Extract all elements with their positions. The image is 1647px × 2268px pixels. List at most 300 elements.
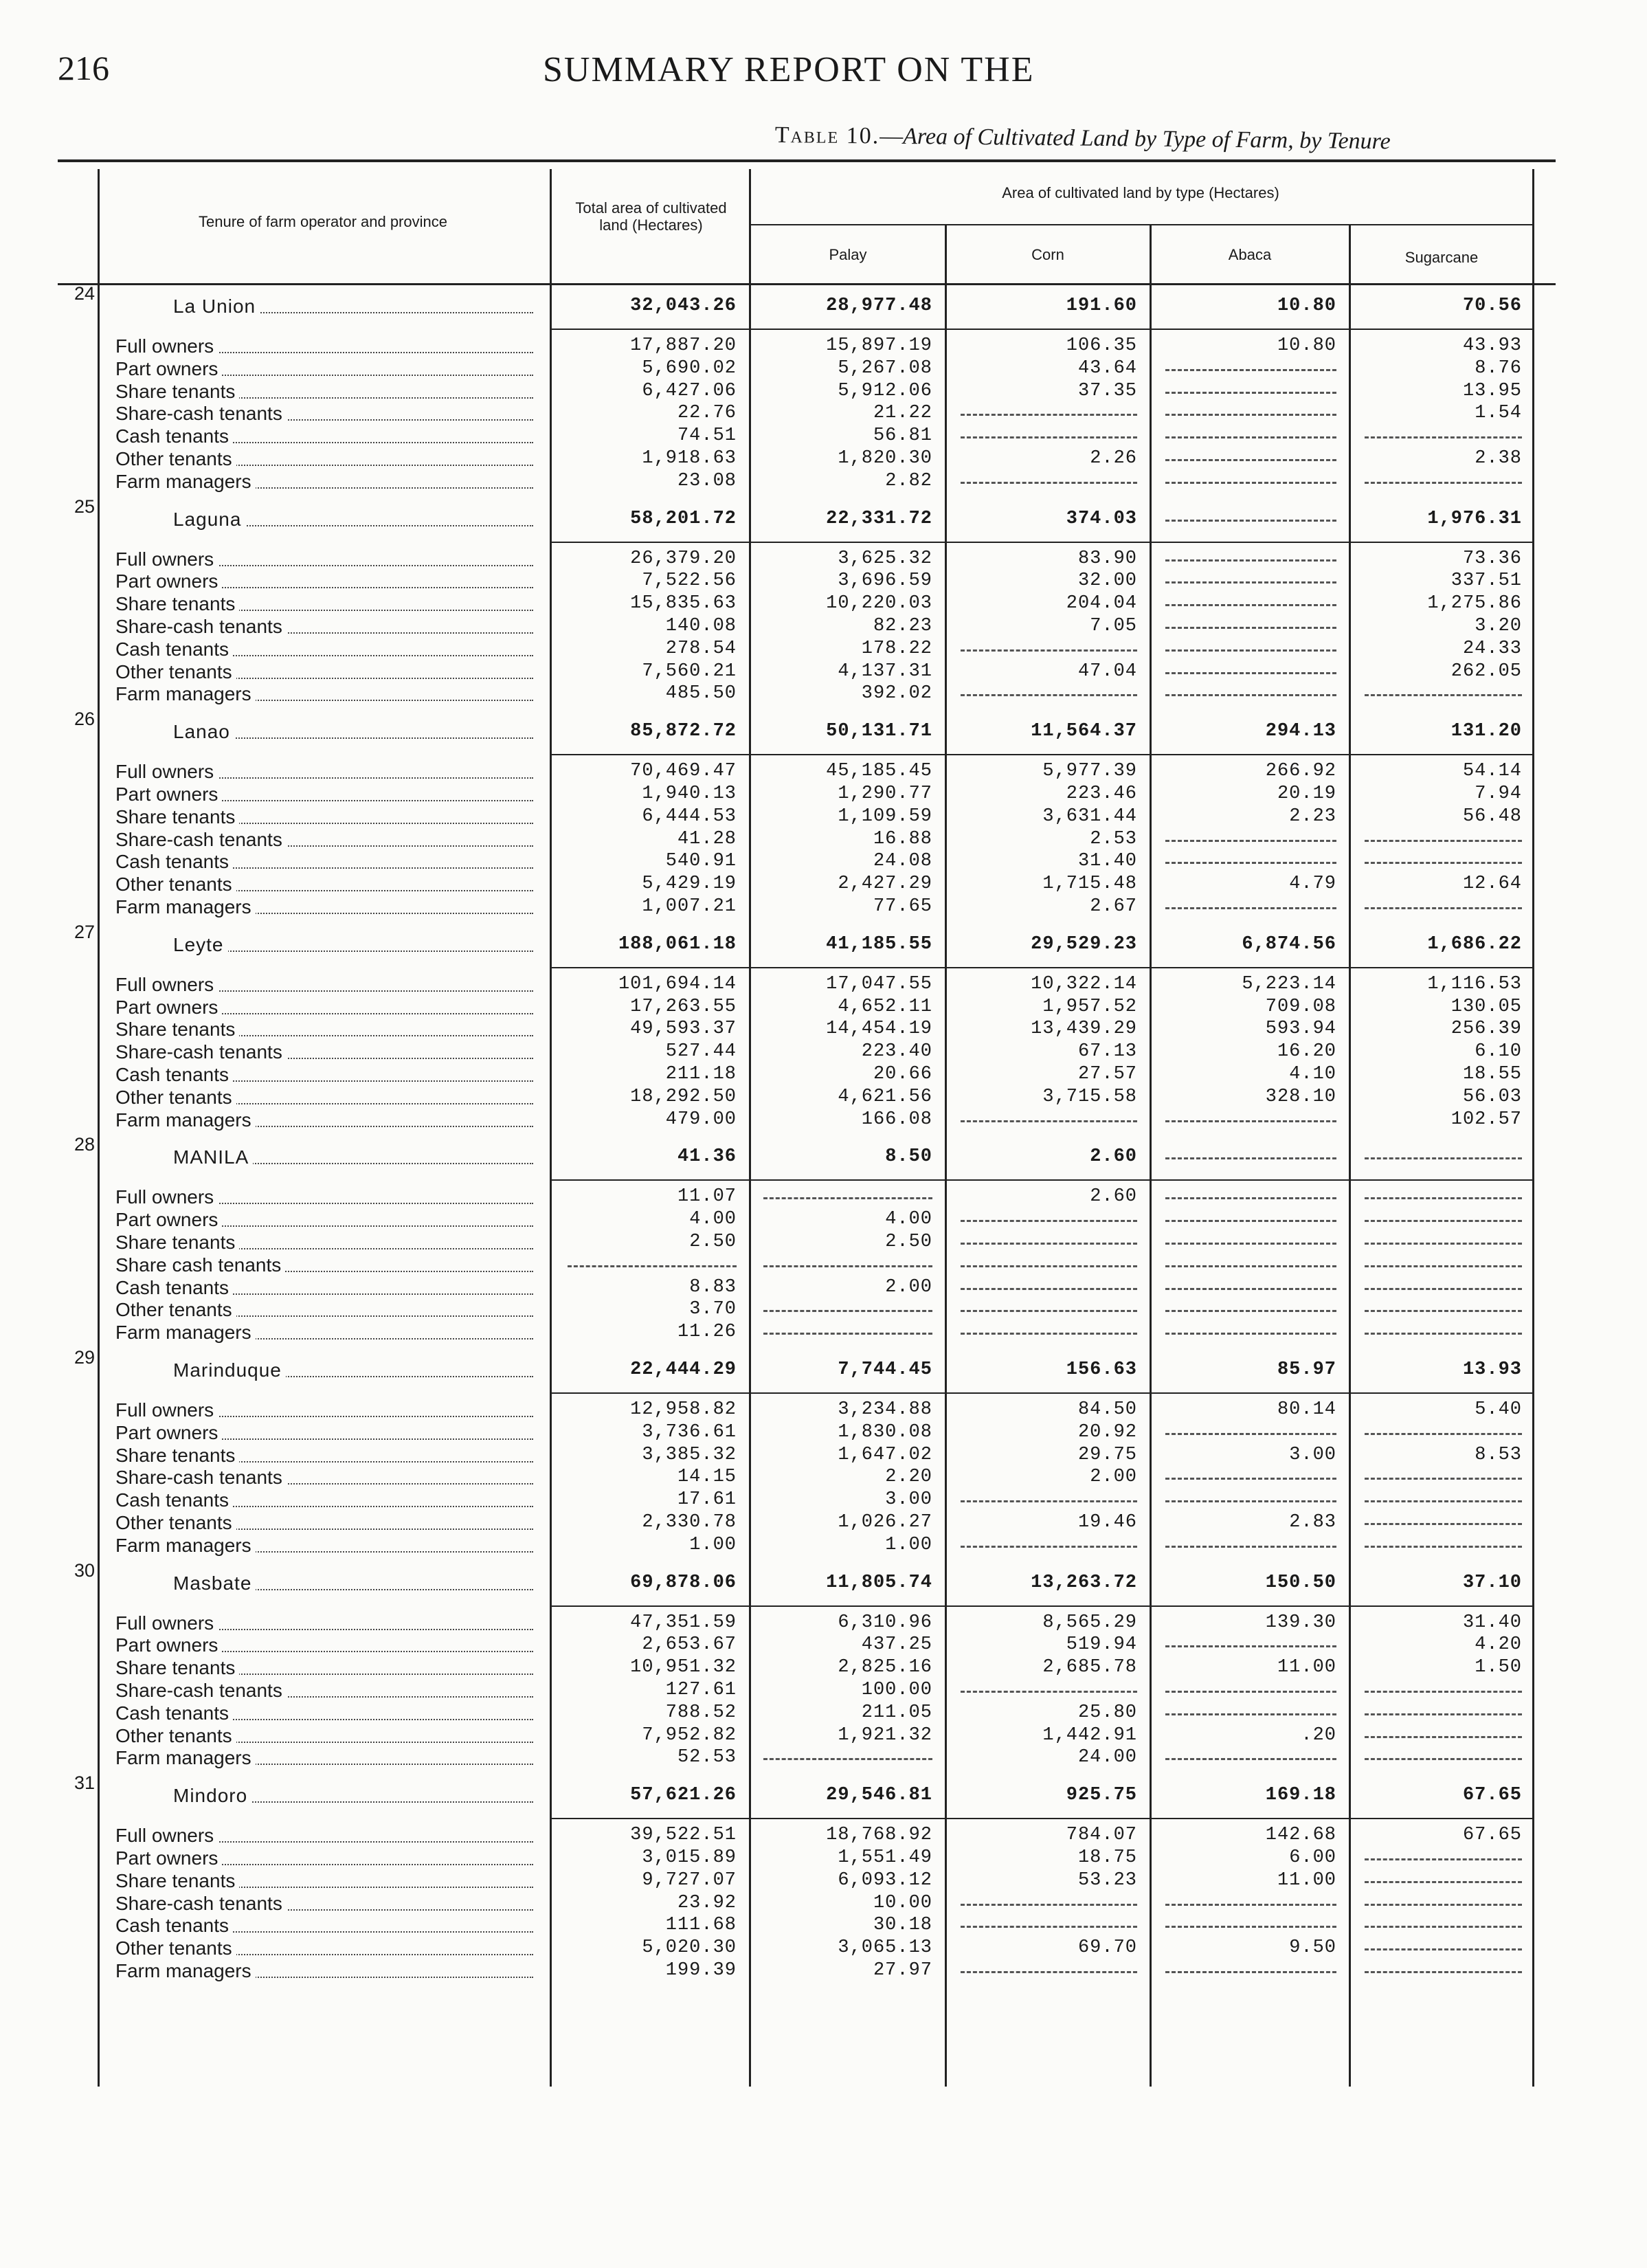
total-value: 23.08 xyxy=(677,470,737,491)
total-value: 127.61 xyxy=(665,1680,737,1700)
corn-value: 47.04 xyxy=(1077,660,1137,682)
sugarcane-value: 13.95 xyxy=(1462,380,1522,401)
tenure-label: Share tenants xyxy=(115,593,540,615)
abaca-empty-dash xyxy=(1165,862,1336,864)
corn-empty-dash xyxy=(961,1971,1137,1973)
province-name: Marinduque xyxy=(173,1359,540,1381)
abaca-value: 2.23 xyxy=(1289,805,1336,827)
abaca-value: 85.97 xyxy=(1277,1359,1336,1380)
total-value: 14.15 xyxy=(677,1467,737,1488)
sugarcane-empty-dash xyxy=(1365,1243,1522,1245)
corn-value: 25.80 xyxy=(1077,1702,1137,1723)
sugarcane-value: 1,976.31 xyxy=(1427,508,1522,529)
total-value: 17.61 xyxy=(677,1489,737,1511)
sugarcane-empty-dash xyxy=(1365,1433,1522,1435)
abaca-empty-dash xyxy=(1165,414,1336,416)
palay-value: 28,977.48 xyxy=(826,296,932,316)
tenure-row xyxy=(0,1254,1647,1276)
province-row xyxy=(0,709,1647,743)
abaca-value: 10.80 xyxy=(1277,335,1336,356)
tenure-row xyxy=(0,997,1647,1019)
row-number: 25 xyxy=(74,496,95,517)
tenure-label: Part owners xyxy=(115,997,540,1019)
sugarcane-empty-dash xyxy=(1365,1478,1522,1480)
sugarcane-value: 337.51 xyxy=(1450,570,1522,592)
province-row xyxy=(0,283,1647,318)
palay-value: 77.65 xyxy=(873,896,932,917)
sugarcane-value: 70.56 xyxy=(1462,296,1522,316)
tenure-row xyxy=(0,1467,1647,1489)
sugarcane-empty-dash xyxy=(1365,1546,1522,1548)
total-value: 15,835.63 xyxy=(630,593,737,614)
abaca-empty-dash xyxy=(1165,1433,1336,1435)
total-value: 52.53 xyxy=(677,1747,737,1768)
tenure-row xyxy=(0,661,1647,683)
header-corn: Corn xyxy=(1031,246,1064,263)
tenure-label: Full owners xyxy=(115,761,540,783)
total-value: 2.50 xyxy=(689,1232,737,1252)
sugarcane-empty-dash xyxy=(1365,1310,1522,1312)
abaca-empty-dash xyxy=(1165,1691,1336,1693)
corn-value: 8,565.29 xyxy=(1042,1612,1137,1633)
total-value: 101,694.14 xyxy=(618,973,737,994)
tenure-label: Part owners xyxy=(115,1209,540,1231)
header-sugarcane: Sugarcane xyxy=(1404,249,1479,266)
abaca-empty-dash xyxy=(1165,627,1336,629)
province-row xyxy=(0,921,1647,956)
corn-value: 19.46 xyxy=(1077,1512,1137,1533)
abaca-empty-dash xyxy=(1165,1220,1336,1222)
tenure-row xyxy=(0,570,1647,592)
total-value: 17,263.55 xyxy=(630,996,737,1017)
palay-value: 6,310.96 xyxy=(838,1612,932,1633)
sugarcane-value: 56.48 xyxy=(1462,805,1522,827)
sugarcane-value: 1.50 xyxy=(1475,1657,1522,1678)
abaca-empty-dash xyxy=(1165,649,1336,652)
tenure-label: Other tenants xyxy=(115,661,540,683)
palay-value: 20.66 xyxy=(873,1064,932,1085)
corn-value: 3,631.44 xyxy=(1042,805,1137,827)
tenure-row xyxy=(0,1634,1647,1656)
province-separator xyxy=(550,967,1532,968)
corn-value: 106.35 xyxy=(1066,335,1137,356)
province-row xyxy=(0,1134,1647,1168)
corn-value: 2.53 xyxy=(1090,828,1137,849)
abaca-empty-dash xyxy=(1165,1546,1336,1548)
total-value: 199.39 xyxy=(665,1960,737,1981)
row-number: 26 xyxy=(74,709,95,730)
sugarcane-empty-dash xyxy=(1365,1948,1522,1950)
sugarcane-value: 12.64 xyxy=(1462,874,1522,895)
sugarcane-value: 4.20 xyxy=(1475,1634,1522,1656)
sugarcane-value: 13.93 xyxy=(1462,1359,1522,1380)
province-name: MANILA xyxy=(173,1146,540,1168)
province-row xyxy=(0,1772,1647,1807)
palay-value: 27.97 xyxy=(873,1960,932,1981)
province-separator xyxy=(550,754,1532,755)
sugarcane-value: 8.53 xyxy=(1475,1444,1522,1465)
abaca-value: 80.14 xyxy=(1277,1399,1336,1420)
corn-value: 24.00 xyxy=(1077,1747,1137,1768)
tenure-label: Share tenants xyxy=(115,1657,540,1679)
tenure-row xyxy=(0,1870,1647,1892)
palay-value: 166.08 xyxy=(861,1109,932,1130)
total-value: 140.08 xyxy=(665,616,737,636)
tenure-row xyxy=(0,425,1647,447)
province-name: Lanao xyxy=(173,721,540,743)
tenure-label: Cash tenants xyxy=(115,1064,540,1086)
palay-value: 2.50 xyxy=(885,1232,932,1252)
tenure-label: Full owners xyxy=(115,1399,540,1421)
corn-value: 1,957.52 xyxy=(1042,996,1137,1017)
abaca-empty-dash xyxy=(1165,1265,1336,1267)
tenure-label: Other tenants xyxy=(115,448,540,470)
province-separator xyxy=(550,1605,1532,1607)
palay-value: 1,026.27 xyxy=(838,1512,932,1533)
corn-value: 784.07 xyxy=(1066,1825,1137,1846)
corn-value: 7.05 xyxy=(1090,616,1137,636)
corn-value: 2.60 xyxy=(1090,1146,1137,1168)
tenure-row xyxy=(0,1702,1647,1724)
total-value: 9,727.07 xyxy=(642,1869,737,1891)
sugarcane-empty-dash xyxy=(1365,1288,1522,1290)
tenure-row xyxy=(0,1535,1647,1557)
tenure-label: Full owners xyxy=(115,548,540,570)
abaca-value: 142.68 xyxy=(1265,1825,1336,1846)
tenure-label: Other tenants xyxy=(115,1512,540,1534)
page-number: 216 xyxy=(58,49,109,87)
tenure-label: Part owners xyxy=(115,1422,540,1444)
abaca-empty-dash xyxy=(1165,369,1336,371)
sugarcane-value: 1,686.22 xyxy=(1427,933,1522,955)
corn-value: 84.50 xyxy=(1077,1399,1137,1420)
corn-empty-dash xyxy=(961,1546,1137,1548)
tenure-label: Share tenants xyxy=(115,806,540,828)
abaca-value: 11.00 xyxy=(1277,1869,1336,1891)
abaca-value: 20.19 xyxy=(1277,783,1336,804)
palay-value: 178.22 xyxy=(861,638,932,659)
sugarcane-value: 54.14 xyxy=(1462,761,1522,782)
province-name: Laguna xyxy=(173,509,540,531)
abaca-empty-dash xyxy=(1165,1288,1336,1290)
total-value: 2,653.67 xyxy=(642,1634,737,1656)
palay-value: 10,220.03 xyxy=(826,593,932,614)
sugarcane-empty-dash xyxy=(1365,1333,1522,1335)
tenure-row xyxy=(0,1087,1647,1109)
palay-value: 8.50 xyxy=(885,1146,932,1168)
palay-empty-dash xyxy=(763,1197,932,1199)
corn-value: 18.75 xyxy=(1077,1847,1137,1868)
corn-empty-dash xyxy=(961,436,1137,438)
palay-value: 41,185.55 xyxy=(826,933,932,955)
total-value: 57,621.26 xyxy=(630,1785,737,1806)
corn-empty-dash xyxy=(961,1333,1137,1335)
tenure-label: Cash tenants xyxy=(115,851,540,873)
header-group: Area of cultivated land by type (Hectares) xyxy=(1002,184,1279,201)
palay-value: 3,234.88 xyxy=(838,1399,932,1420)
palay-value: 1.00 xyxy=(885,1534,932,1555)
palay-value: 10.00 xyxy=(873,1892,932,1913)
palay-value: 16.88 xyxy=(873,828,932,849)
total-value: 188,061.18 xyxy=(618,933,737,955)
palay-value: 1,830.08 xyxy=(838,1421,932,1443)
abaca-empty-dash xyxy=(1165,1758,1336,1760)
palay-value: 2,825.16 xyxy=(838,1657,932,1678)
corn-value: 2,685.78 xyxy=(1042,1657,1137,1678)
corn-value: 5,977.39 xyxy=(1042,761,1137,782)
tenure-label: Share-cash tenants xyxy=(115,1467,540,1489)
tenure-row xyxy=(0,548,1647,570)
abaca-empty-dash xyxy=(1165,1243,1336,1245)
total-value: 540.91 xyxy=(665,851,737,872)
sugarcane-value: 7.94 xyxy=(1475,783,1522,804)
total-value: 11.26 xyxy=(677,1322,737,1343)
corn-value: 3,715.58 xyxy=(1042,1086,1137,1107)
tenure-row xyxy=(0,403,1647,425)
abaca-empty-dash xyxy=(1165,1971,1336,1973)
palay-value: 2.20 xyxy=(885,1467,932,1488)
sugarcane-value: 102.57 xyxy=(1450,1109,1522,1130)
sugarcane-value: 1,275.86 xyxy=(1427,593,1522,614)
tenure-row xyxy=(0,1657,1647,1679)
abaca-value: 593.94 xyxy=(1265,1019,1336,1040)
palay-value: 21.22 xyxy=(873,403,932,424)
province-name: La Union xyxy=(173,296,540,318)
corn-empty-dash xyxy=(961,1926,1137,1928)
tenure-row xyxy=(0,1612,1647,1634)
abaca-empty-dash xyxy=(1165,1120,1336,1122)
palay-value: 15,897.19 xyxy=(826,335,932,356)
palay-value: 50,131.71 xyxy=(826,721,932,742)
tenure-row xyxy=(0,358,1647,380)
tenure-label: Share-cash tenants xyxy=(115,829,540,851)
tenure-row xyxy=(0,1064,1647,1086)
header-abaca: Abaca xyxy=(1228,246,1272,263)
row-number: 28 xyxy=(74,1134,95,1155)
total-value: 788.52 xyxy=(665,1702,737,1723)
sugarcane-value: 67.65 xyxy=(1462,1825,1522,1846)
tenure-row xyxy=(0,1915,1647,1937)
sugarcane-value: 56.03 xyxy=(1462,1086,1522,1107)
header-total: Total area of cultivated land (Hectares) xyxy=(575,199,727,234)
caption-label: Table 10. xyxy=(774,122,880,149)
tenure-row xyxy=(0,829,1647,851)
corn-value: 83.90 xyxy=(1077,548,1137,569)
palay-value: 392.02 xyxy=(861,683,932,704)
tenure-label: Full owners xyxy=(115,1186,540,1208)
total-value: 12,958.82 xyxy=(630,1399,737,1420)
running-head: SUMMARY REPORT ON THE xyxy=(543,50,1035,89)
total-value: 49,593.37 xyxy=(630,1019,737,1040)
corn-value: 204.04 xyxy=(1066,593,1137,614)
corn-value: 2.26 xyxy=(1090,448,1137,469)
sugarcane-empty-dash xyxy=(1365,862,1522,864)
sugarcane-empty-dash xyxy=(1365,1858,1522,1860)
tenure-row xyxy=(0,1747,1647,1769)
corn-value: 37.35 xyxy=(1077,380,1137,401)
tenure-label: Other tenants xyxy=(115,874,540,896)
total-value: 3,015.89 xyxy=(642,1847,737,1868)
tenure-label: Part owners xyxy=(115,1634,540,1656)
sugarcane-value: 8.76 xyxy=(1475,357,1522,379)
corn-empty-dash xyxy=(961,1310,1137,1312)
abaca-empty-dash xyxy=(1165,840,1336,842)
tenure-label: Share tenants xyxy=(115,1445,540,1467)
total-value: 5,429.19 xyxy=(642,874,737,895)
corn-value: 191.60 xyxy=(1066,296,1137,316)
abaca-empty-dash xyxy=(1165,459,1336,461)
abaca-value: 4.10 xyxy=(1289,1064,1336,1085)
total-value: 8.83 xyxy=(689,1276,737,1298)
sugarcane-empty-dash xyxy=(1365,1713,1522,1715)
total-value: 22,444.29 xyxy=(630,1359,737,1380)
tenure-label: Full owners xyxy=(115,1825,540,1847)
total-value: 74.51 xyxy=(677,425,737,447)
total-value: 22.76 xyxy=(677,403,737,424)
tenure-row xyxy=(0,1937,1647,1959)
abaca-value: 328.10 xyxy=(1265,1086,1336,1107)
tenure-row xyxy=(0,1725,1647,1747)
total-empty-dash xyxy=(568,1265,737,1267)
palay-value: 1,921.32 xyxy=(838,1724,932,1746)
total-value: 5,020.30 xyxy=(642,1937,737,1959)
sugarcane-empty-dash xyxy=(1365,840,1522,842)
total-value: 58,201.72 xyxy=(630,508,737,529)
abaca-value: 169.18 xyxy=(1265,1785,1336,1806)
palay-value: 29,546.81 xyxy=(826,1785,932,1806)
province-separator xyxy=(550,1818,1532,1819)
corn-value: 32.00 xyxy=(1077,570,1137,592)
palay-value: 1,109.59 xyxy=(838,805,932,827)
province-name: Masbate xyxy=(173,1572,540,1594)
tenure-row xyxy=(0,851,1647,873)
sugarcane-empty-dash xyxy=(1365,907,1522,909)
sugarcane-value: 5.40 xyxy=(1475,1399,1522,1420)
tenure-row xyxy=(0,593,1647,615)
tenure-label: Share-cash tenants xyxy=(115,1041,540,1063)
sugarcane-empty-dash xyxy=(1365,1736,1522,1738)
province-separator xyxy=(550,1179,1532,1181)
tenure-row xyxy=(0,1422,1647,1444)
total-value: 23.92 xyxy=(677,1892,737,1913)
tenure-row xyxy=(0,1847,1647,1869)
sugarcane-empty-dash xyxy=(1365,1904,1522,1906)
palay-empty-dash xyxy=(763,1310,932,1312)
tenure-label: Cash tenants xyxy=(115,425,540,447)
province-row xyxy=(0,1347,1647,1381)
palay-value: 17,047.55 xyxy=(826,973,932,994)
total-value: 39,522.51 xyxy=(630,1825,737,1846)
sugarcane-empty-dash xyxy=(1365,1523,1522,1525)
tenure-label: Cash tenants xyxy=(115,1489,540,1511)
tenure-row xyxy=(0,1825,1647,1847)
corn-value: 2.60 xyxy=(1090,1186,1137,1208)
abaca-empty-dash xyxy=(1165,672,1336,674)
total-value: 26,379.20 xyxy=(630,548,737,569)
corn-value: 1,442.91 xyxy=(1042,1724,1137,1746)
sugarcane-value: 131.20 xyxy=(1450,721,1522,742)
total-value: 278.54 xyxy=(665,638,737,659)
corn-empty-dash xyxy=(961,1265,1137,1267)
total-value: 479.00 xyxy=(665,1109,737,1130)
total-value: 3,736.61 xyxy=(642,1421,737,1443)
corn-empty-dash xyxy=(961,1691,1137,1693)
tenure-row xyxy=(0,1960,1647,1982)
province-row xyxy=(0,496,1647,531)
tenure-row xyxy=(0,1322,1647,1344)
corn-empty-dash xyxy=(961,1120,1137,1122)
tenure-label: Share-cash tenants xyxy=(115,616,540,638)
tenure-row xyxy=(0,1512,1647,1534)
abaca-empty-dash xyxy=(1165,559,1336,562)
palay-value: 4,652.11 xyxy=(838,996,932,1017)
abaca-value: 10.80 xyxy=(1277,296,1336,316)
total-value: 211.18 xyxy=(665,1064,737,1085)
abaca-value: 6.00 xyxy=(1289,1847,1336,1868)
sugarcane-empty-dash xyxy=(1365,436,1522,438)
abaca-empty-dash xyxy=(1165,907,1336,909)
abaca-value: 6,874.56 xyxy=(1242,933,1336,955)
palay-value: 223.40 xyxy=(861,1041,932,1063)
tenure-label: Share tenants xyxy=(115,1232,540,1254)
tenure-label: Part owners xyxy=(115,1847,540,1869)
total-value: 85,872.72 xyxy=(630,721,737,742)
corn-value: 29,529.23 xyxy=(1031,933,1137,955)
tenure-label: Full owners xyxy=(115,1612,540,1634)
tenure-label: Farm managers xyxy=(115,1322,540,1344)
tenure-label: Other tenants xyxy=(115,1087,540,1109)
sugarcane-empty-dash xyxy=(1365,1758,1522,1760)
tenure-row xyxy=(0,1489,1647,1511)
tenure-row xyxy=(0,1277,1647,1299)
total-value: 1.00 xyxy=(689,1534,737,1555)
tenure-row xyxy=(0,1109,1647,1131)
table-caption: Table 10.—Area of Cultivated Land by Type of Farm, by Tenure xyxy=(774,122,1391,155)
sugarcane-value: 31.40 xyxy=(1462,1612,1522,1633)
total-value: 6,444.53 xyxy=(642,805,737,827)
sugarcane-empty-dash xyxy=(1365,1926,1522,1928)
tenure-label: Other tenants xyxy=(115,1725,540,1747)
total-value: 41.28 xyxy=(677,828,737,849)
abaca-empty-dash xyxy=(1165,1197,1336,1199)
tenure-row xyxy=(0,874,1647,896)
tenure-label: Farm managers xyxy=(115,1747,540,1769)
tenure-label: Share tenants xyxy=(115,381,540,403)
total-value: 11.07 xyxy=(677,1186,737,1208)
abaca-value: 4.79 xyxy=(1289,874,1336,895)
sugarcane-empty-dash xyxy=(1365,1500,1522,1502)
tenure-label: Farm managers xyxy=(115,1960,540,1982)
tenure-row xyxy=(0,638,1647,660)
palay-value: 1,820.30 xyxy=(838,448,932,469)
tenure-label: Farm managers xyxy=(115,1535,540,1557)
corn-value: 13,263.72 xyxy=(1031,1572,1137,1593)
palay-value: 30.18 xyxy=(873,1915,932,1936)
abaca-empty-dash xyxy=(1165,392,1336,394)
total-value: 1,940.13 xyxy=(642,783,737,804)
corn-empty-dash xyxy=(961,482,1137,484)
abaca-value: 266.92 xyxy=(1265,761,1336,782)
corn-value: 10,322.14 xyxy=(1031,973,1137,994)
tenure-row xyxy=(0,448,1647,470)
tenure-row xyxy=(0,806,1647,828)
corn-value: 223.46 xyxy=(1066,783,1137,804)
sugarcane-empty-dash xyxy=(1365,482,1522,484)
total-value: 527.44 xyxy=(665,1041,737,1063)
total-value: 10,951.32 xyxy=(630,1657,737,1678)
sugarcane-empty-dash xyxy=(1365,694,1522,696)
corn-empty-dash xyxy=(961,694,1137,696)
